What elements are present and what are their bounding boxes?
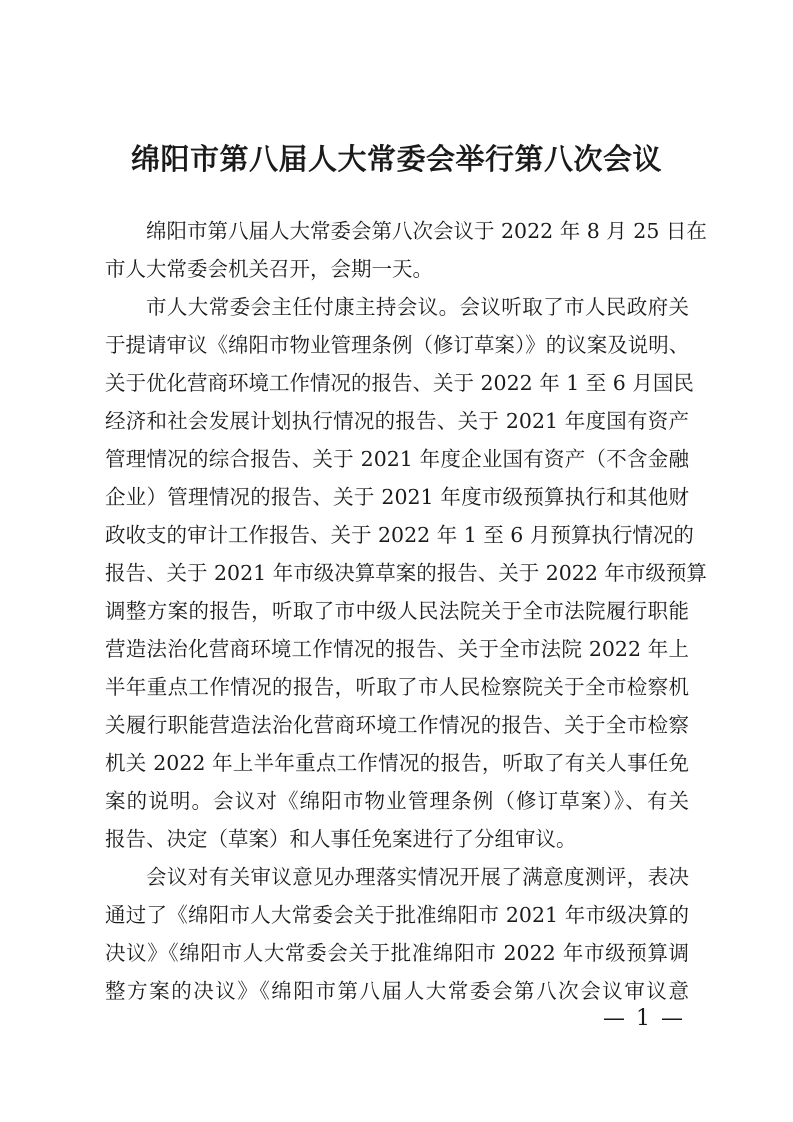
text-line: 市人大常委会主任付康主持会议。会议听取了市人民政府关 bbox=[146, 295, 689, 319]
page-number: — 1 — bbox=[603, 1006, 685, 1031]
text-line: 关于优化营商环境工作情况的报告、关于 2022 年 1 至 6 月国民 bbox=[105, 371, 694, 395]
text-line: 于提请审议《绵阳市物业管理条例（修订草案）》的议案及说明、 bbox=[105, 333, 690, 357]
text-line: 绵阳市第八届人大常委会第八次会议于 2022 年 8 月 25 日在 bbox=[146, 219, 707, 243]
paragraph bbox=[105, 212, 707, 288]
text-line: 通过了《绵阳市人大常委会关于批准绵阳市 2021 年市级决算的 bbox=[105, 903, 689, 927]
text-line: 案的说明。会议对《绵阳市物业管理条例（修订草案）》、有关 bbox=[105, 789, 689, 813]
text-line: 机关 2022 年上半年重点工作情况的报告，听取了有关人事任免 bbox=[105, 751, 689, 775]
paragraph bbox=[105, 288, 707, 858]
text-line: 经济和社会发展计划执行情况的报告、关于 2021 年度国有资产 bbox=[105, 409, 689, 433]
text-line: 营造法治化营商环境工作情况的报告、关于全市法院 2022 年上 bbox=[105, 637, 689, 661]
text-line: 报告、关于 2021 年市级决算草案的报告、关于 2022 年市级预算 bbox=[105, 561, 707, 585]
text-line: 企业）管理情况的报告、关于 2021 年度市级预算执行和其他财 bbox=[105, 485, 689, 509]
text-line: 决议》《绵阳市人大常委会关于批准绵阳市 2022 年市级预算调 bbox=[105, 941, 689, 965]
text-line: 半年重点工作情况的报告，听取了市人民检察院关于全市检察机 bbox=[105, 675, 689, 699]
text-line: 调整方案的报告，听取了市中级人民法院关于全市法院履行职能 bbox=[105, 599, 689, 623]
text-line: 整方案的决议》《绵阳市第八届人大常委会第八次会议审议意 bbox=[105, 979, 689, 1003]
text-line: 政收支的审计工作报告、关于 2022 年 1 至 6 月预算执行情况的 bbox=[105, 523, 694, 547]
text-line: 市人大常委会机关召开，会期一天。 bbox=[105, 257, 433, 281]
text-line: 关履行职能营造法治化营商环境工作情况的报告、关于全市检察 bbox=[105, 713, 689, 737]
document-title: 绵阳市第八届人大常委会举行第八次会议 bbox=[130, 142, 662, 176]
document-body bbox=[105, 212, 707, 1010]
text-line: 报告、决定（草案）和人事任免案进行了分组审议。 bbox=[105, 827, 577, 851]
text-line: 管理情况的综合报告、关于 2021 年度企业国有资产（不含金融 bbox=[105, 447, 689, 471]
paragraph bbox=[105, 858, 689, 1010]
text-line: 会议对有关审议意见办理落实情况开展了满意度测评，表决 bbox=[146, 865, 689, 889]
